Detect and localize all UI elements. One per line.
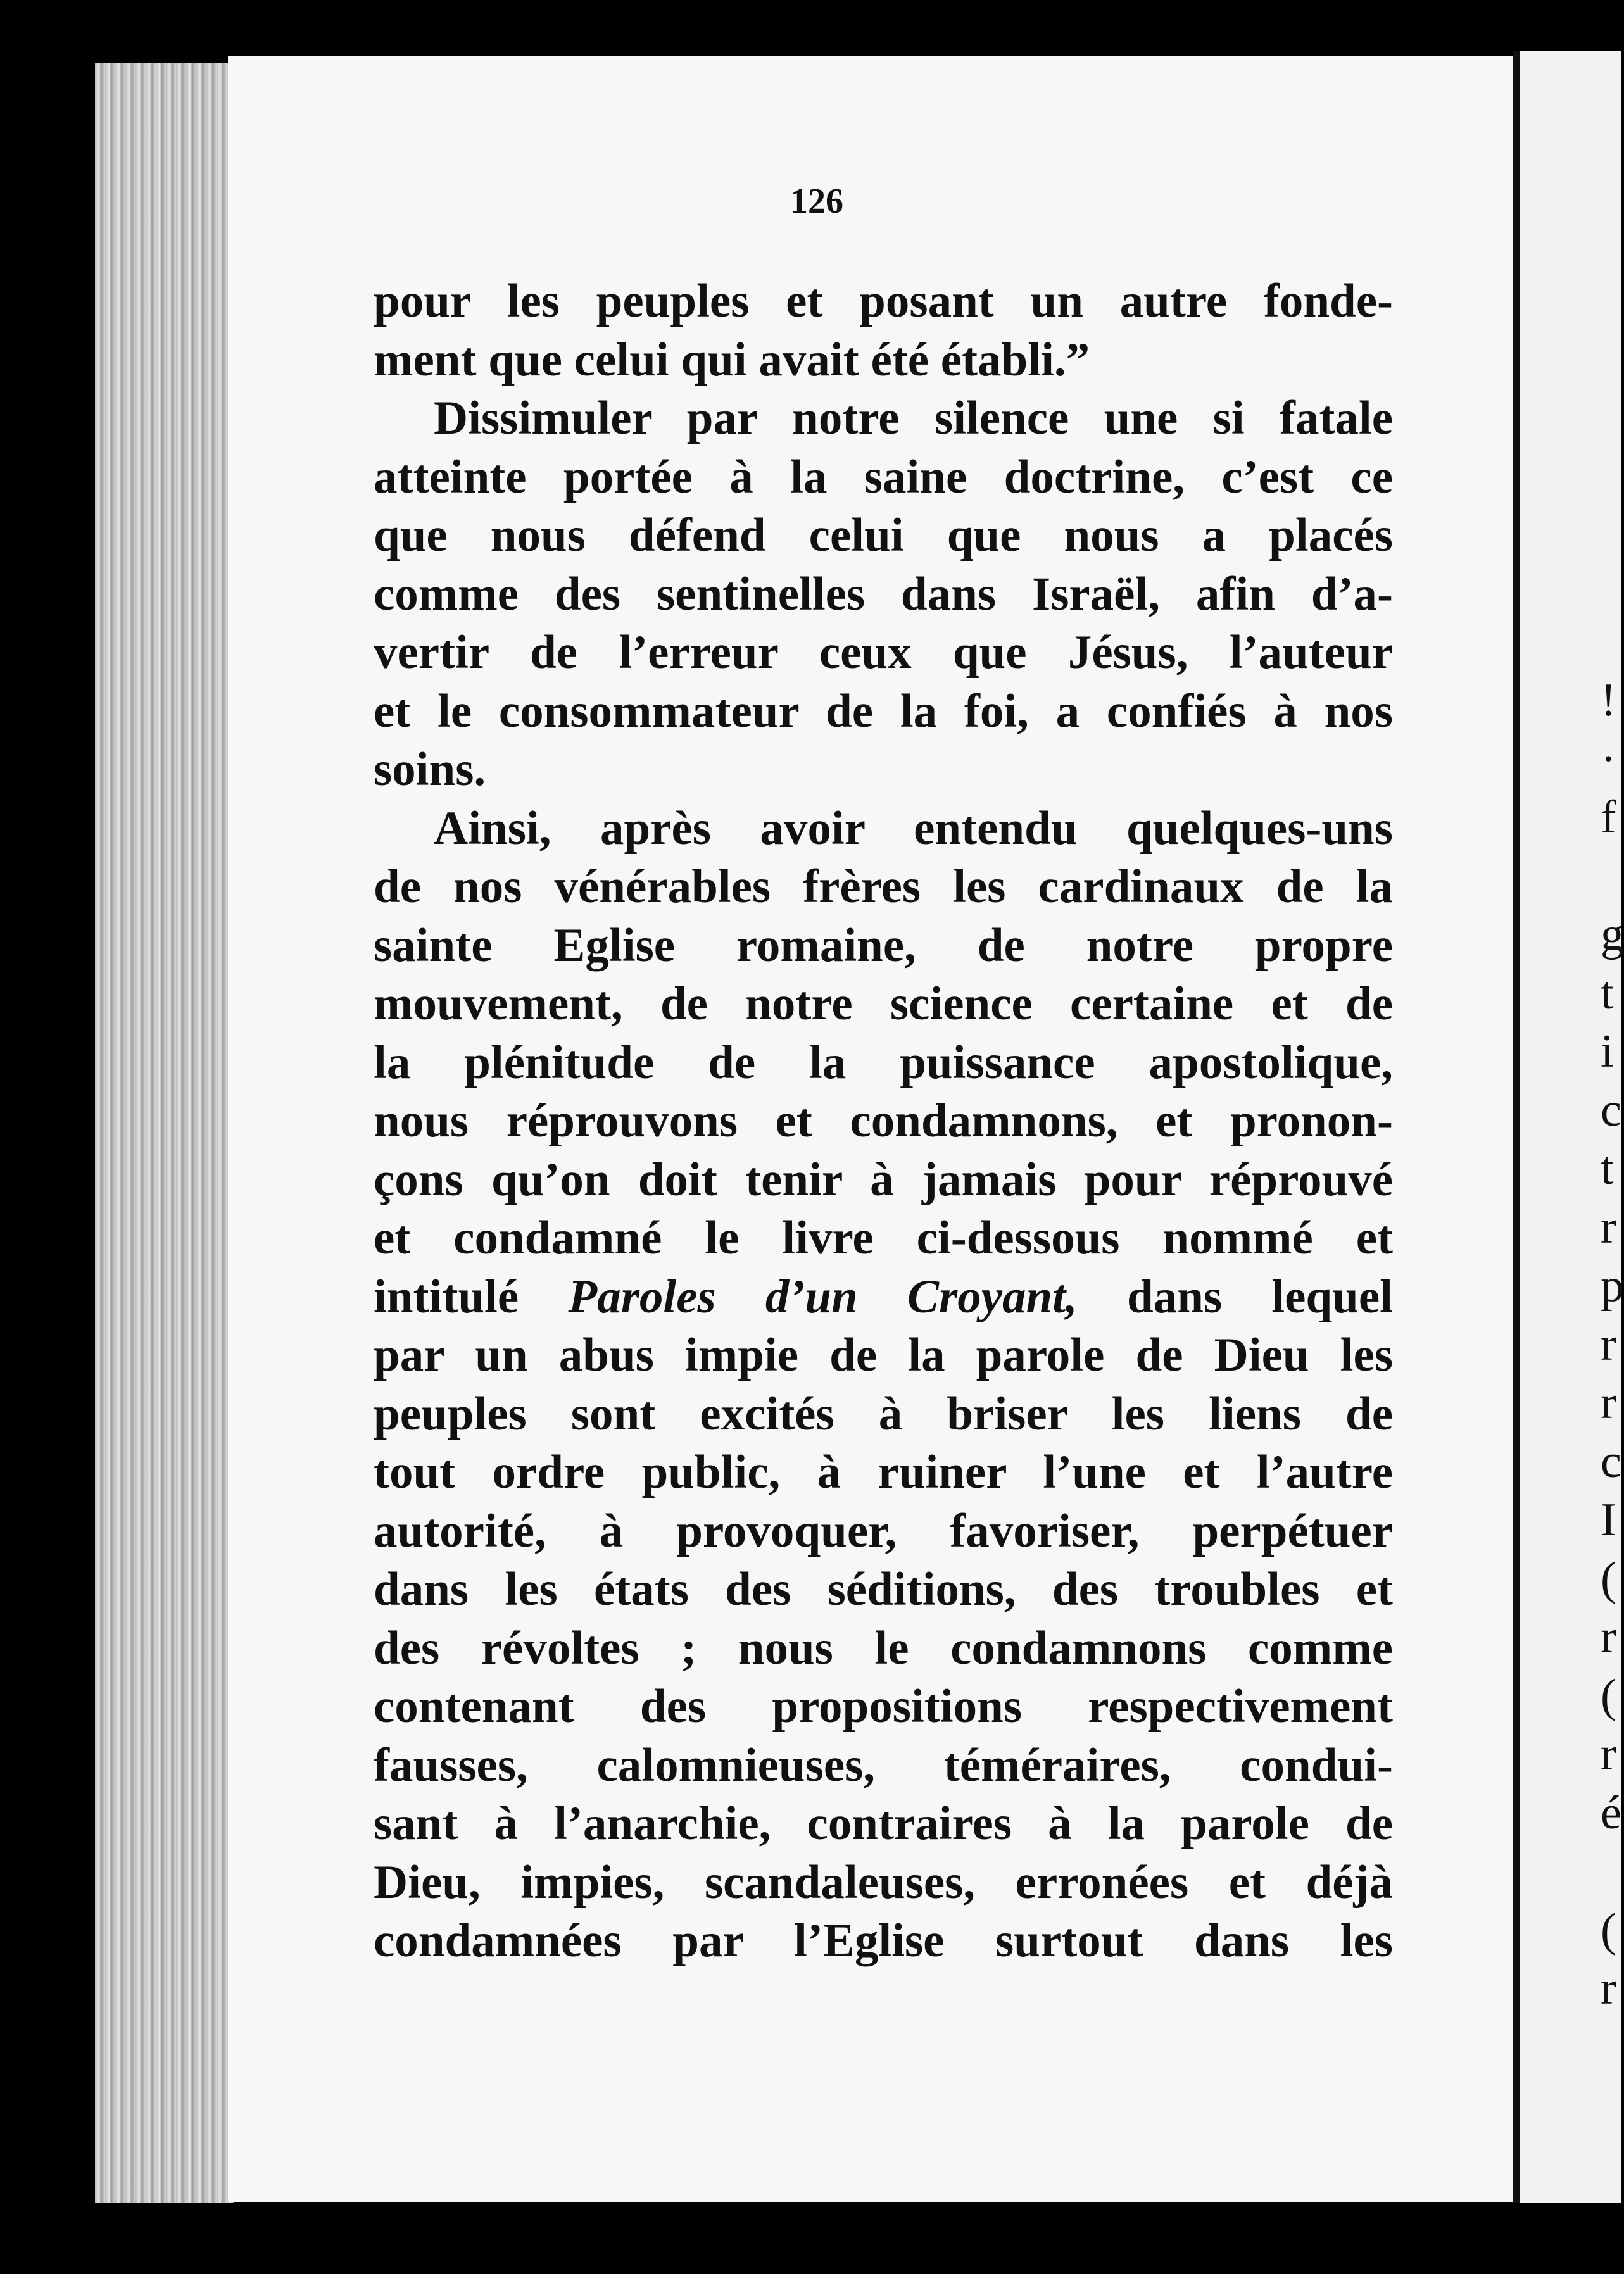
text-line: Dieu, impies, scandaleuses, erronées et déjà xyxy=(374,1856,1393,1909)
facing-fragment: t xyxy=(1601,967,1614,1019)
text-fragment: dans lequel xyxy=(1077,1270,1393,1323)
text-line: et le consommateur de la foi, a confiés à nos xyxy=(374,684,1393,738)
facing-fragment xyxy=(1601,1842,1621,1901)
facing-fragment: i xyxy=(1601,1026,1614,1077)
text-line: tout ordre public, à ruiner l’une et l’autre xyxy=(374,1446,1393,1498)
text-line: condamnées par l’Eglise surtout dans les xyxy=(374,1914,1393,1967)
facing-fragment: r xyxy=(1601,1201,1616,1253)
text-line: pour les peuples et posant un autre fonde- xyxy=(374,275,1393,327)
text-line: par un abus impie de la parole de Dieu les xyxy=(374,1329,1393,1381)
facing-fragment: I xyxy=(1601,1494,1616,1546)
text-line: sant à l’anarchie, contraires à la parole de xyxy=(374,1797,1393,1850)
text-line: et condamné le livre ci-dessous nommé et xyxy=(374,1212,1393,1264)
text-line: que nous défend celui que nous a placés xyxy=(374,509,1393,562)
text-line: comme des sentinelles dans Israël, afin d’a- xyxy=(374,567,1393,620)
book-page-edges xyxy=(95,63,234,2203)
facing-fragment: f xyxy=(1601,791,1616,843)
text-line: mouvement, de notre science certaine et de xyxy=(374,977,1393,1030)
text-line: nous réprouvons et condamnons, et pronon- xyxy=(374,1095,1393,1147)
facing-fragment xyxy=(1601,847,1621,906)
text-line: autorité, à provoquer, favoriser, perpétuer xyxy=(374,1504,1393,1557)
text-line: dans les états des séditions, des troubles et xyxy=(374,1563,1393,1616)
text-line: vertir de l’erreur ceux que Jésus, l’auteur xyxy=(374,626,1393,679)
text-fragment: intitulé xyxy=(374,1270,569,1323)
facing-fragment: ( xyxy=(1601,1669,1616,1722)
facing-fragment: ! xyxy=(1601,674,1616,726)
facing-fragment: c xyxy=(1601,1084,1621,1136)
text-line: des révoltes ; nous le condamnons comme xyxy=(374,1621,1393,1674)
page-number: 126 xyxy=(790,182,843,221)
text-line: Ainsi, après avoir entendu quelques-uns xyxy=(434,801,1393,855)
body-text xyxy=(374,272,1393,1971)
facing-fragment: c xyxy=(1601,1435,1621,1488)
facing-fragment: ( xyxy=(1601,1904,1616,1956)
text-line: atteinte portée à la saine doctrine, c’est ce xyxy=(374,450,1393,503)
facing-fragment: t xyxy=(1601,1143,1614,1195)
facing-fragment: r xyxy=(1601,1318,1616,1371)
text-line: peuples sont excités à briser les liens de xyxy=(374,1387,1393,1440)
text-line: Dissimuler par notre silence une si fatale xyxy=(434,392,1393,444)
text-line: soins. xyxy=(374,743,486,796)
text-line: sainte Eglise romaine, de notre propre xyxy=(374,919,1393,972)
facing-fragment: r xyxy=(1601,1963,1616,2014)
text-line: fausses, calomnieuses, téméraires, condui- xyxy=(374,1738,1393,1792)
facing-fragment: p xyxy=(1601,1260,1624,1312)
text-line: contenant des propositions respectivement xyxy=(374,1680,1393,1733)
text-line: la plénitude de la puissance apostolique, xyxy=(374,1036,1393,1089)
text-line: de nos vénérables frères les cardinaux de la xyxy=(374,860,1393,913)
facing-fragment: r xyxy=(1601,1377,1616,1429)
facing-fragment: r xyxy=(1601,1728,1616,1780)
text-line-with-title xyxy=(374,1268,1393,1327)
facing-fragment: g xyxy=(1601,908,1624,960)
facing-fragment: ( xyxy=(1601,1552,1616,1605)
facing-fragment: r xyxy=(1601,1611,1616,1663)
facing-fragment: é xyxy=(1601,1787,1621,1839)
facing-page-fragments xyxy=(1601,671,1624,2018)
book-title: Paroles d’un Croyant, xyxy=(568,1270,1078,1323)
text-line: ment que celui qui avait été établi.” xyxy=(374,333,1090,386)
facing-fragment: · xyxy=(1601,732,1616,785)
text-line: çons qu’on doit tenir à jamais pour réprouvé xyxy=(374,1153,1393,1206)
